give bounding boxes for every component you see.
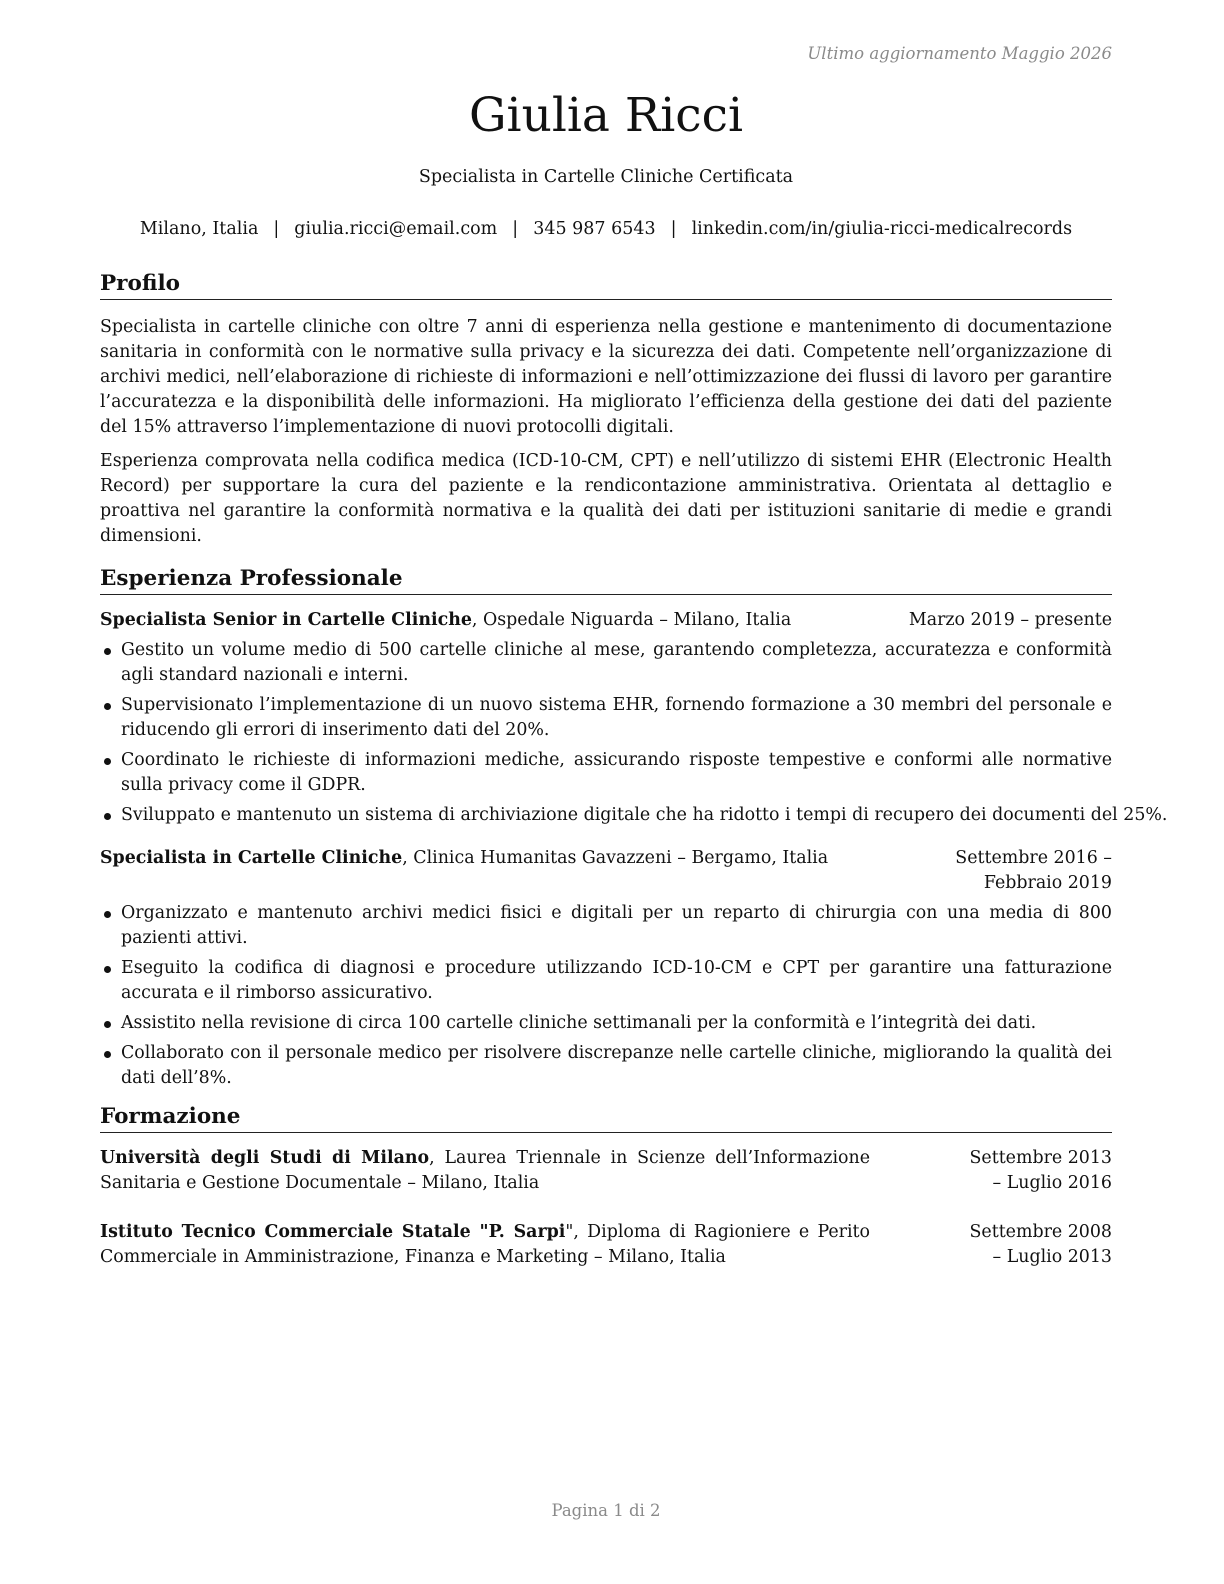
- job-role-line: [100, 608, 791, 633]
- contact-location: Milano, Italia: [139, 219, 259, 239]
- education-detail: , Laurea Triennale in Scienze dell’Informazione Sanitaria e Gestione Documentale – Milano, Italia: [100, 1147, 870, 1193]
- resume-content: [100, 270, 1168, 1270]
- section-title-profile: Profilo: [100, 270, 1112, 300]
- job-organization: , Clinica Humanitas Gavazzeni – Bergamo, Italia: [402, 847, 829, 868]
- bullet-icon: [104, 911, 111, 918]
- list-item: [100, 693, 1112, 743]
- list-item: [100, 901, 1112, 951]
- education-description: [100, 1220, 870, 1270]
- list-item: [100, 748, 1112, 798]
- bullet-text: Gestito un volume medio di 500 cartelle cliniche al mese, garantendo completezza, accuratezza e conformità agli standard nazionali e interni.: [121, 639, 1112, 685]
- education-school-name: P. Sarpi: [488, 1221, 566, 1242]
- education-school: Università degli Studi di Milano: [100, 1147, 430, 1168]
- candidate-name: Giulia Ricci: [469, 88, 743, 143]
- bullet-icon: [104, 966, 111, 973]
- education-section: [100, 1103, 1112, 1270]
- section-title-education: Formazione: [100, 1103, 1112, 1133]
- education-entry: [100, 1146, 1112, 1196]
- list-item: [100, 1041, 1112, 1091]
- contact-line: [100, 219, 1112, 239]
- bullet-text: Assistito nella revisione di circa 100 cartelle cliniche settimanali per la conformità e l’integrità dei dati.: [121, 1012, 1037, 1033]
- profile-body: [100, 315, 1112, 549]
- contact-separator: |: [273, 219, 280, 239]
- bullet-text: Eseguito la codifica di diagnosi e procedure utilizzando ICD-10-CM e CPT per garantire una fatturazione accurata e il rimborso assicurativo.: [121, 957, 1112, 1003]
- bullet-text: Sviluppato e mantenuto un sistema di archiviazione digitale che ha ridotto i tempi di recupero dei documenti del 25%.: [121, 804, 1168, 825]
- list-item: [100, 956, 1112, 1006]
- page-number: Pagina 1 di 2: [551, 1501, 661, 1520]
- job-dates: Settembre 2016 – Febbraio 2019: [955, 847, 1112, 893]
- list-item: [100, 803, 1168, 828]
- bullet-text: Coordinato le richieste di informazioni mediche, assicurando risposte tempestive e conformi alle normative sulla privacy come il GDPR.: [121, 749, 1112, 795]
- bullet-icon: [104, 1051, 111, 1058]
- bullet-text: Collaborato con il personale medico per risolvere discrepanze nelle cartelle cliniche, migliorando la qualità dei dati dell’8%.: [121, 1042, 1112, 1088]
- resume-page: [100, 0, 1168, 1584]
- bullet-text: Supervisionato l’implementazione di un nuovo sistema EHR, fornendo formazione a 30 membri del personale e riducendo gli errori di inserimento dati del 20%.: [121, 694, 1112, 740]
- job-bullets: [100, 901, 1112, 1091]
- education-entry: [100, 1220, 1112, 1270]
- job-role: Specialista in Cartelle Cliniche: [100, 847, 403, 868]
- education-school: Istituto Tecnico Commerciale Statale ": [100, 1221, 489, 1242]
- education-dates: Settembre 2013 – Luglio 2016: [969, 1147, 1112, 1193]
- education-description: [100, 1146, 870, 1196]
- profile-paragraph: Esperienza comprovata nella codifica medica (ICD-10-CM, CPT) e nell’utilizzo di sistemi EHR (Electronic Health Record) per supportare la cura del paziente e la rendicontazione amministrativa. Orientata al dettaglio e proattiva nel garantire la conformità normativa e la qualità dei dati per istituzioni sanitarie di medie e grandi dimensioni.: [100, 450, 1112, 546]
- job-bullets: [100, 638, 1168, 828]
- candidate-title: Specialista in Cartelle Cliniche Certificata: [418, 167, 794, 187]
- job-role-line: [100, 846, 828, 896]
- section-title-experience: Esperienza Professionale: [100, 565, 1112, 595]
- education-detail: ", Diploma di Ragioniere e Perito Commerciale in Amministrazione, Finanza e Marketing – Milano, Italia: [100, 1221, 870, 1267]
- last-updated: Ultimo aggiornamento Maggio 2026: [807, 44, 1112, 63]
- list-item: [100, 638, 1112, 688]
- job-entry: [100, 608, 1168, 828]
- job-header: [100, 608, 1112, 633]
- bullet-icon: [104, 648, 111, 655]
- bullet-icon: [104, 758, 111, 765]
- job-dates: Marzo 2019 – presente: [908, 609, 1112, 630]
- bullet-icon: [104, 813, 111, 820]
- contact-separator: |: [670, 219, 677, 239]
- job-entry: [100, 846, 1112, 1091]
- profile-section: [100, 270, 1112, 549]
- bullet-icon: [104, 703, 111, 710]
- education-dates: Settembre 2008 – Luglio 2013: [969, 1221, 1112, 1267]
- job-header: [100, 846, 1112, 896]
- contact-phone: 345 987 6543: [533, 219, 656, 239]
- contact-separator: |: [512, 219, 519, 239]
- list-item: [100, 1011, 1112, 1036]
- job-organization: , Ospedale Niguarda – Milano, Italia: [471, 609, 792, 630]
- contact-email[interactable]: giulia.ricci@email.com: [294, 219, 498, 239]
- contact-linkedin[interactable]: linkedin.com/in/giulia-ricci-medicalrecords: [691, 219, 1073, 239]
- bullet-icon: [104, 1021, 111, 1028]
- experience-section: [100, 565, 1168, 1091]
- job-role: Specialista Senior in Cartelle Cliniche: [100, 609, 472, 630]
- profile-paragraph: Specialista in cartelle cliniche con oltre 7 anni di esperienza nella gestione e mantenimento di documentazione sanitaria in conformità con le normative sulla privacy e la sicurezza dei dati. Competente nell’organizzazione di archivi medici, nell’elaborazione di richieste di informazioni e nell’ottimizzazione dei flussi di lavoro per garantire l’accuratezza e la disponibilità delle informazioni. Ha migliorato l’efficienza della gestione dei dati del paziente del 15% attraverso l’implementazione di nuovi protocolli digitali.: [100, 316, 1112, 437]
- bullet-text: Organizzato e mantenuto archivi medici fisici e digitali per un reparto di chirurgia con una media di 800 pazienti attivi.: [121, 902, 1112, 948]
